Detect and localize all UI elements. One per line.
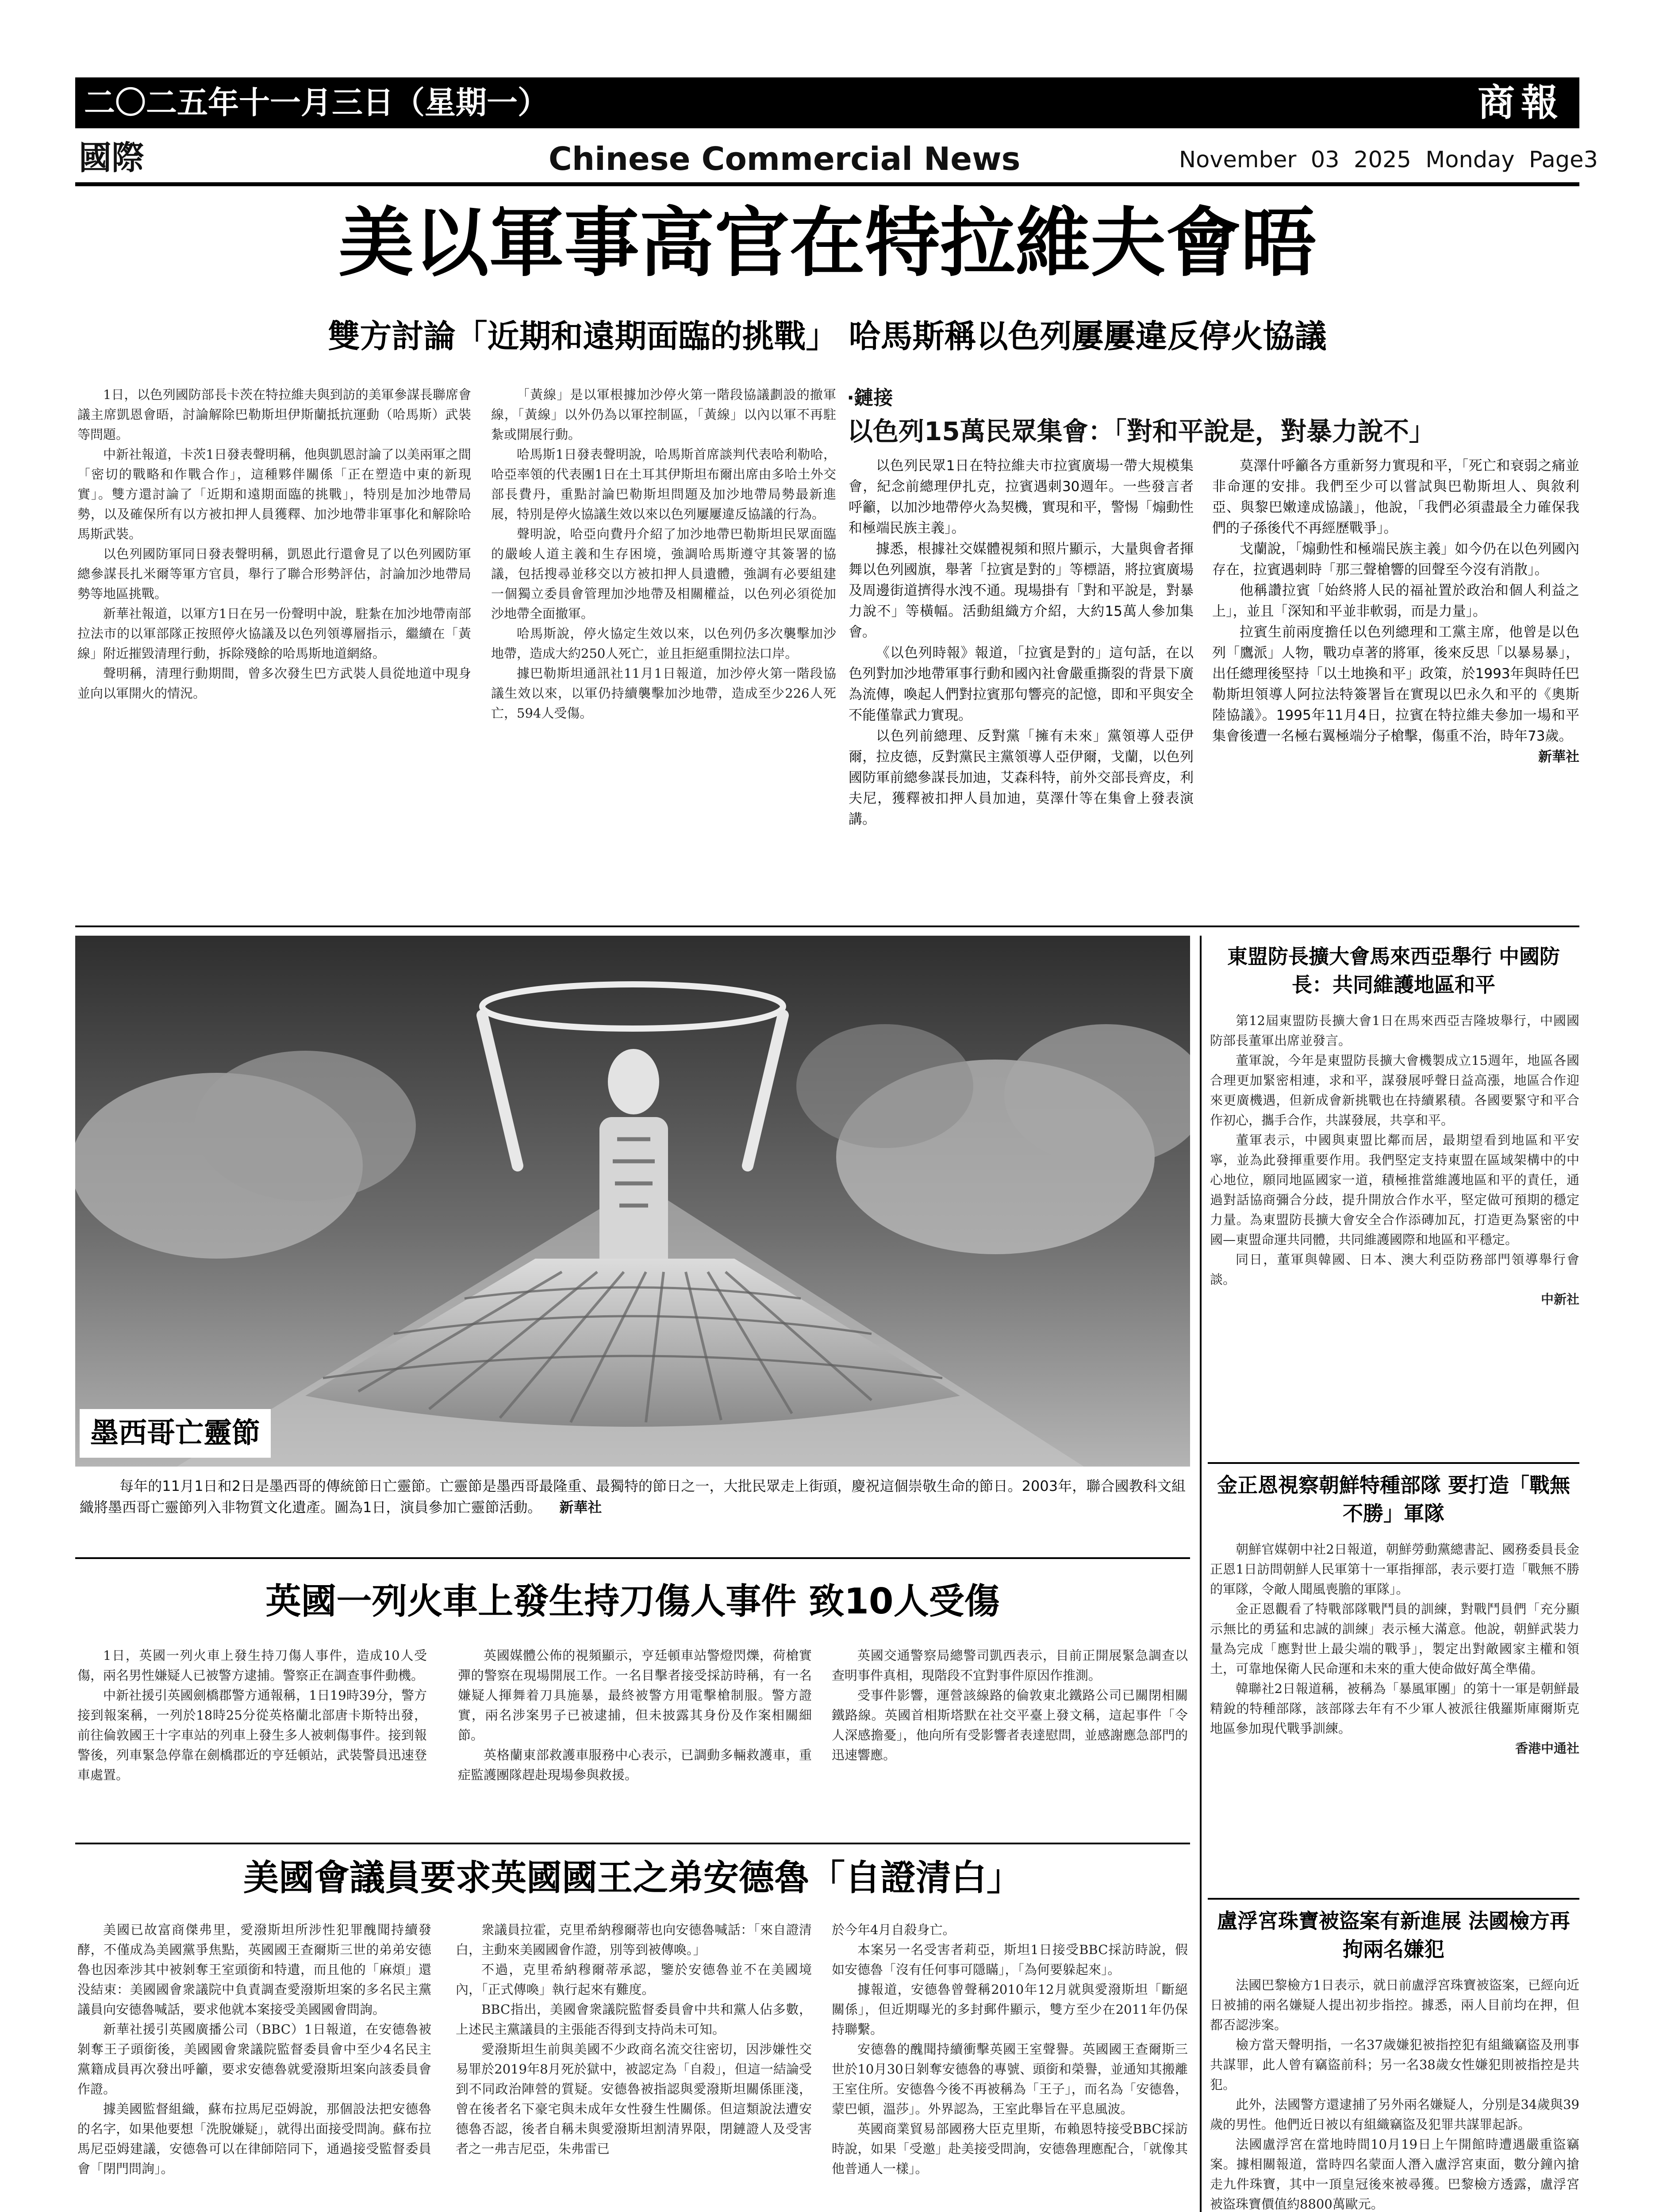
mexico-day-of-dead-photo [75, 936, 1190, 1467]
photo-caption-body: 每年的11月1日和2日是墨西哥的傳統節日亡靈節。亡靈節是墨西哥最隆重、最獨特的節日之一，大批民眾走上街頭，慶祝這個崇敬生命的節日。2003年，聯合國教科文組織將墨西哥亡靈節列入非物質文化遺產。圖為1日，演員參加亡靈節活動。 [80, 1478, 1186, 1516]
andrew-column-1: 美國已故富商傑弗里，愛潑斯坦所涉性犯罪醜聞持續發酵，不僅成為美國黨爭焦點，英國國王查爾斯三世的弟弟安德魯也因牽涉其中被剝奪王室頭銜和特遺，而且他的「麻煩」還没結束：美國國會衆議院中負責調查愛潑斯坦案的多名民主黨議員向安德魯喊話，要求他就本案接受美國國會問詢。 新華社援引英國廣播公司（BBC）1日報道，在安德魯被剝奪王子頭銜後，美國國會衆議院監督委員會中至少4名民主黨籍成員再次發出呼籲，要求安德魯就愛潑斯坦案向該委員會作證。 據美國監督組織，蘇布拉馬尼亞姆說，那個設法把安德魯的名字，如果他要想「洗脫嫌疑」，就得出面接受問詢。蘇布拉馬尼亞姆建議，安德魯可以在律師陪同下，通過接受監督委員會「閉門問詢」。 [77, 1922, 431, 2176]
train-headline: 英國一列火車上發生持刀傷人事件 致10人受傷 [265, 1581, 1000, 1622]
right-rail-divider [1200, 936, 1202, 2212]
asean-source: 中新社 [1540, 1292, 1579, 1307]
asean-body: 第12屆東盟防長擴大會1日在馬來西亞吉隆坡舉行，中國國防部長董軍出席並發言。 董軍說，今年是東盟防長擴大會機製成立15週年，地區各國合理更加緊密相連，求和平，謀發展呼聲日益高漲，地區合作迎來更廣機遇，但新成會新挑戰也在持續累積。各國要緊守和平合作初心，攜手合作，共謀發展，共享和平。 董軍表示，中國與東盟比鄰而居，最期望看到地區和平安寧，並為此發揮重要作用。我們堅定支持東盟在區域架構中的中心地位，願同地區國家一道，積極推當維護地區和平的責任，通過對話協商彌合分歧，提升開放合作水平，堅定做可預期的穩定力量。為東盟防長擴大會安全合作添磚加瓦，打造更為緊密的中國—東盟命運共同體，共同維護國際和地區和平穩定。 同日，董軍與韓國、日本、澳大利亞防務部門領導舉行會談。 中新社 [1210, 1011, 1579, 1453]
asean-headline: 東盟防長擴大會馬來西亞舉行 中國防長：共同維護地區和平 [1227, 945, 1560, 997]
train-column-1: 1日，英國一列火車上發生持刀傷人事件，造成10人受傷，兩名男性嫌疑人已被警方逮捕。警察正在調查事件動機。 中新社援引英國劍橋郡警方通報稱，1日19時39分，警方接到報案稱，一列於18時25分從英格蘭北部唐卡斯特出發，前往倫敦國王十字車站的列車上發生多人被刺傷事件。接到報警後，列車緊急停靠在劍橋郡近的亨廷頓站，武裝警員迅速登車處置。 [77, 1648, 427, 1782]
lead-sidebar-source: 新華社 [1538, 749, 1579, 765]
asean-bottom-rule [1208, 1462, 1579, 1464]
lead-bottom-rule [75, 926, 1579, 927]
nk-bottom-rule [1208, 1898, 1579, 1900]
lead-sidebar-tag: ‧鏈接 [847, 387, 893, 409]
lead-sidebar-column-1: 以色列民眾1日在特拉維夫市拉賓廣場一帶大規模集會，紀念前總理伊扎克，拉賓遇刺30週年。一些發言者呼籲，以加沙地帶停火為契機，實現和平，警惕「煽動性和極端民族主義」。 據悉，根據社交媒體視頻和照片顯示，大量與會者揮舞以色列國旗，舉著「拉賓是對的」等標語，將拉賓廣場及周邊街道擠得水洩不通。現場掛有「對和平說是，對暴力說不」等橫幅。活動組織方介紹，大約15萬人參加集會。 《以色列時報》報道，「拉賓是對的」這句話，在以色列對加沙地帶軍事行動和國內社會嚴重撕裂的背景下廣為流傳，喚起人們對拉賓那句響亮的記憶，即和平與安全不能僅靠武力實現。 以色列前總理、反對黨「擁有未來」黨領導人亞伊爾，拉皮德，反對黨民主黨領導人亞伊爾，戈蘭，以色列國防軍前總參謀長加迪，艾森科特，前外交部長齊皮，利夫尼，獲釋被扣押人員加迪，莫澤什等在集會上發表演講。 [849, 458, 1194, 827]
masthead-paper-en: Chinese Commercial News [549, 140, 1021, 177]
train-bottom-rule [75, 1843, 1190, 1844]
andrew-headline: 美國會議員要求英國國王之弟安德魯「自證清白」 [243, 1857, 1022, 1898]
photo-caption-text [80, 1475, 1186, 1518]
train-top-rule [75, 1557, 1190, 1559]
lead-column-2: 「黃線」是以軍根據加沙停火第一階段協議劃設的撤軍線，「黃線」以外仍為以軍控制區，「黃線」以內以軍不再駐紮或開展行動。 哈馬斯1日發表聲明說，哈馬斯首席談判代表哈利勒哈，哈亞率領的代表團1日在土耳其伊斯坦布爾出席由多哈土外交部長費丹，重點討論巴勒斯坦問題及加沙地帶局勢最新進展，特別是停火協議生效以來以色列屢屢違反協議的行為。 聲明說，哈亞向費丹介紹了加沙地帶巴勒斯坦民眾面臨的嚴峻人道主義和生存困境，強調哈馬斯遵守其簽署的協議，包括搜尋並移交以方被扣押人員遺體，強調有必要組建一個獨立委員會管理加沙地帶及相關權益，以色列必須從加沙地帶全面撤軍。 哈馬斯說，停火協定生效以來，以色列仍多次襲擊加沙地帶，造成大約250人死亡，並且拒絕重開拉法口岸。 據巴勒斯坦通訊社11月1日報道，加沙停火第一階段協議生效以來，以軍仍持續襲擊加沙地帶，造成至少226人死亡，594人受傷。 [491, 387, 836, 721]
photo-caption-title: 墨西哥亡靈節 [80, 1409, 271, 1458]
lead-subhead: 雙方討論「近期和遠期面臨的挑戰」 哈馬斯稱以色列屢屢違反停火協議 [328, 318, 1327, 355]
section-label: 國際 [79, 139, 144, 177]
lead-sidebar-column-2: 莫澤什呼籲各方重新努力實現和平，「死亡和衰弱之痛並非命運的安排。我們至少可以嘗試與巴勒斯坦人、與敘利亞、與黎巴嫩達成協議」，他說，「我們必須盡最全力確保我們的子孫後代不再經歷戰爭」。 戈蘭說，「煽動性和極端民族主義」如今仍在以色列國內存在，拉賓遇刺時「那三聲槍響的回聲至今沒有消散」。 他稱讚拉賓「始終將人民的福祉置於政治和個人利益之上」，並且「深知和平並非軟弱，而是力量」。 拉賓生前兩度擔任以色列總理和工黨主席，他曾是以色列「鷹派」人物，戰功卓著的將軍，後來反思「以暴易暴」，出任總理後堅持「以土地換和平」政策，於1993年與時任巴勒斯坦領導人阿拉法特簽署旨在實現以巴永久和平的《奧斯陸協議》。1995年11月4日，拉賓在特拉維夫參加一場和平集會後遭一名極右翼極端分子槍擊，傷重不治，時年73歲。 新華社 [1212, 456, 1579, 916]
lead-column-1: 1日，以色列國防部長卡茨在特拉維夫與到訪的美軍參謀長聯席會議主席凱恩會晤，討論解除巴勒斯坦伊斯蘭抵抗運動（哈馬斯）武裝等問題。 中新社報道，卡茨1日發表聲明稱，他與凱恩討論了以美兩軍之間「密切的戰略和作戰合作」，這種夥伴關係「正在塑造中東的新現實」。雙方還討論了「近期和遠期面臨的挑戰」，特別是加沙地帶局勢，以及確保所有以方被扣押人員獲釋、加沙地帶非軍事化和解除哈馬斯武裝。 以色列國防軍同日發表聲明稱，凱恩此行還會見了以色列國防軍總參謀長扎米爾等軍方官員，舉行了聯合形勢評估，討論加沙地帶局勢等地區挑戰。 新華社報道，以軍方1日在另一份聲明中說，駐紮在加沙地帶南部拉法市的以軍部隊正按照停火協議及以色列領導層指示，繼續在「黃線」附近摧毀清理行動，拆除殘餘的哈馬斯地道網絡。 聲明稱，清理行動期間，曾多次發生巴方武裝人員從地道中現身並向以軍開火的情況。 [77, 387, 471, 701]
nk-body: 朝鮮官媒朝中社2日報道，朝鮮勞動黨總書記、國務委員長金正恩1日訪問朝鮮人民軍第十一軍指揮部，表示要打造「戰無不勝的軍隊，令敵人聞風喪膽的軍隊」。 金正恩觀看了特戰部隊戰鬥員的訓練，對戰鬥員們「充分顯示無比的勇猛和忠誠的訓練」表示極大滿意。他說，朝鮮武裝力量為完成「應對世上最尖端的戰爭」，製定出對敵國家主權和領土，可靠地保衛人民命運和未來的重大使命做好萬全準備。 韓聯社2日報道稱，被稱為「暴風軍團」的第十一軍是朝鮮最精銳的特種部隊，該部隊去年有不少軍人被派往俄羅斯庫爾斯克地區參加現代戰爭訓練。 香港中通社 [1210, 1540, 1579, 1889]
photo-caption-box [75, 1417, 1190, 1555]
masthead-date-cn: 二〇二五年十一月三日（星期一） [84, 84, 549, 121]
train-column-2: 英國媒體公佈的視頻顯示，亨廷頓車站警燈閃爍，荷槍實彈的警察在現場開展工作。一名目擊者接受採訪時稱，有一名嫌疑人揮舞着刀具施暴，最終被警方用電擊槍制服。警方證實，兩名涉案男子已被逮捕，但未披露其身份及作案相關細節。 英格蘭東部救護車服務中心表示，已調動多輛救護車，重症監護團隊趕赴現場參與救援。 [458, 1648, 812, 1782]
louvre-headline: 盧浮宮珠寶被盜案有新進展 法國檢方再拘兩名嫌犯 [1217, 1909, 1570, 1961]
nk-source: 香港中通社 [1515, 1741, 1579, 1756]
nk-headline: 金正恩視察朝鮮特種部隊 要打造「戰無不勝」軍隊 [1217, 1473, 1570, 1525]
louvre-body: 法國巴黎檢方1日表示，就日前盧浮宮珠寶被盜案，已經向近日被捕的兩名嫌疑人提出初步指控。據悉，兩人目前均在押，但都否認涉案。 檢方當天聲明指，一名37歲嫌犯被指控犯有組織竊盜及刑事共謀罪，此人曾有竊盜前科；另一名38歲女性嫌犯則被指控是共犯。 此外，法國警方還逮捕了另外兩名嫌疑人，分別是34歲與39歲的男性。他們近日被以有組織竊盜及犯罪共謀罪起訴。 法國盧浮宮在當地時間10月19日上午開館時遭遇嚴重盜竊案。據相關報道，當時四名蒙面人潛入盧浮宮東面，數分鐘內搶走九件珠寶，其中一頂皇冠後來被尋獲。巴黎檢方透露，盧浮宮被盜珠寶價值約8800萬歐元。 [1210, 1978, 1579, 2212]
train-column-3: 英國交通警察局總警司凱西表示，目前正開展緊急調查以查明事件真相，現階段不宜對事件原因作推測。 受事件影響，運營該線路的倫敦東北鐵路公司已關閉相關鐵路線。英國首相斯塔默在社交平臺上發文稱，這起事件「令人深感擔憂」，他向所有受影響者表達慰問，並感謝應急部門的迅速響應。 [832, 1648, 1188, 1763]
andrew-column-3: 於今年4月自殺身亡。 本案另一名受害者莉亞，斯坦1日接受BBC採訪時說，假如安德魯「沒有任何事可隱瞞」，「為何要躲起來」。 據報道，安德魯曾聲稱2010年12月就與愛潑斯坦「斷絕關係」，但近期曝光的多封郵件顯示，雙方至少在2011年仍保持聯繫。 安德魯的醜聞持續衝擊英國王室聲譽。英國國王查爾斯三世於10月30日剝奪安德魯的專號、頭銜和榮譽，並通知其搬離王室住所。安德魯今後不再被稱為「王子」，而名為「安德魯，蒙巴頓，溫莎」。外界認為，王室此舉旨在平息風波。 英國商業貿易部國務大臣克里斯，布賴恩特接受BBC採訪時說，如果「受邀」赴美接受問詢，安德魯理應配合，「就像其他普通人一樣」。 [832, 1922, 1188, 2176]
masthead-date-en: November 03 2025 Monday Page3 [1179, 147, 1598, 173]
lead-headline: 美以軍事高官在特拉維夫會晤 [338, 200, 1316, 287]
andrew-column-2: 衆議員拉霍，克里希納穆爾蒂也向安德魯喊話：「來自證清白，主動來美國國會作證，別等到被傳喚。」 不過，克里希納穆爾蒂承認，鑒於安德魯並不在美國境內，「正式傳喚」執行起來有難度。 BBC指出，美國會衆議院監督委員會中共和黨人佔多數，上述民主黨議員的主張能否得到支持尚未可知。 愛潑斯坦生前與美國不少政商名流交往密切，因涉嫌性交易罪於2019年8月死於獄中，被認定為「自殺」，但這一結論受到不同政治陣營的質疑。安德魯被指認與愛潑斯坦關係匪淺，曾在後者名下豪宅與未成年女性發生性關係。但這類說法遭安德魯否認，後者自稱未與愛潑斯坦割清界限，閉鏈證人及受害者之一弗吉尼亞，朱弗雷已 [456, 1922, 812, 2156]
lead-sidebar-headline: 以色列15萬民眾集會：「對和平說是，對暴力說不」 [847, 416, 1435, 446]
masthead-paper-name: 商報 [1478, 81, 1565, 124]
masthead-divider [75, 182, 1579, 186]
photo-caption-source: 新華社 [559, 1499, 602, 1516]
